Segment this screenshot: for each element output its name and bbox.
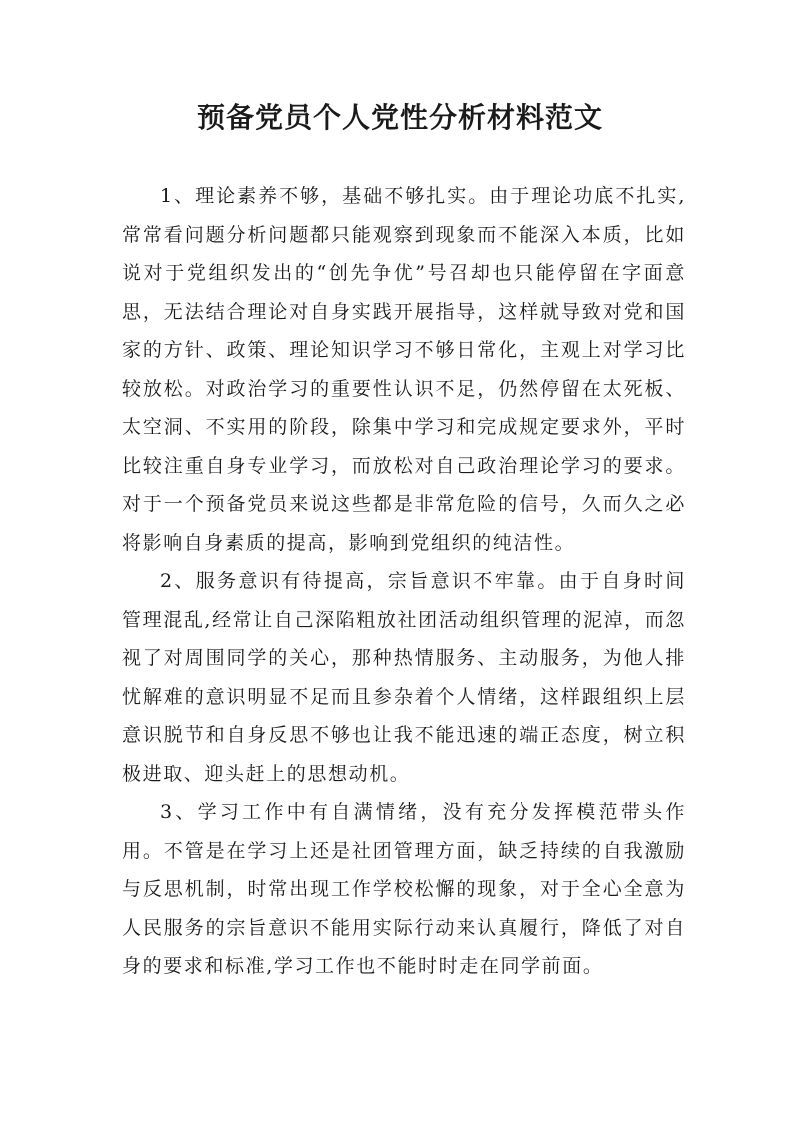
document-title: 预备党员个人党性分析材料范文 — [196, 101, 603, 134]
paragraph-2: 2、服务意识有待提高，宗旨意识不牢靠。由于自身时间管理混乱,经常让自己深陷粗放社团活动组织管理的泥淖，而忽视了对周围同学的关心，那种热情服务、主动服务，为他人排忧解难的意识明显不足而且参杂着个人情绪，这样跟组织上层意识脱节和自身反思不够也让我不能迅速的端正态度，树立积极进取、迎头赶上的思想动机。 — [122, 570, 686, 785]
paragraph-1: 1、理论素养不够，基础不够扎实。由于理论功底不扎实,常常看问题分析问题都只能观察到现象而不能深入本质，比如说对于党组织发出的“创先争优”号召却也只能停留在字面意思，无法结合理论对自身实践开展指导，这样就导致对党和国家的方针、政策、理论知识学习不够日常化，主观上对学习比较放松。对政治学习的重要性认识不足，仍然停留在太死板、太空洞、不实用的阶段，除集中学习和完成规定要求外，平时比较注重自身专业学习，而放松对自己政治理论学习的要求。对于一个预备党员来说这些都是非常危险的信号，久而久之必将影响自身素质的提高，影响到党组织的纯洁性。 — [122, 185, 686, 554]
paragraph-3: 3、学习工作中有自满情绪，没有充分发挥模范带头作用。不管是在学习上还是社团管理方面，缺乏持续的自我激励与反思机制，时常出现工作学校松懈的现象，对于全心全意为人民服务的宗旨意识不能用实际行动来认真履行，降低了对自身的要求和标准,学习工作也不能时时走在同学前面。 — [122, 801, 686, 977]
document-body — [122, 177, 686, 986]
